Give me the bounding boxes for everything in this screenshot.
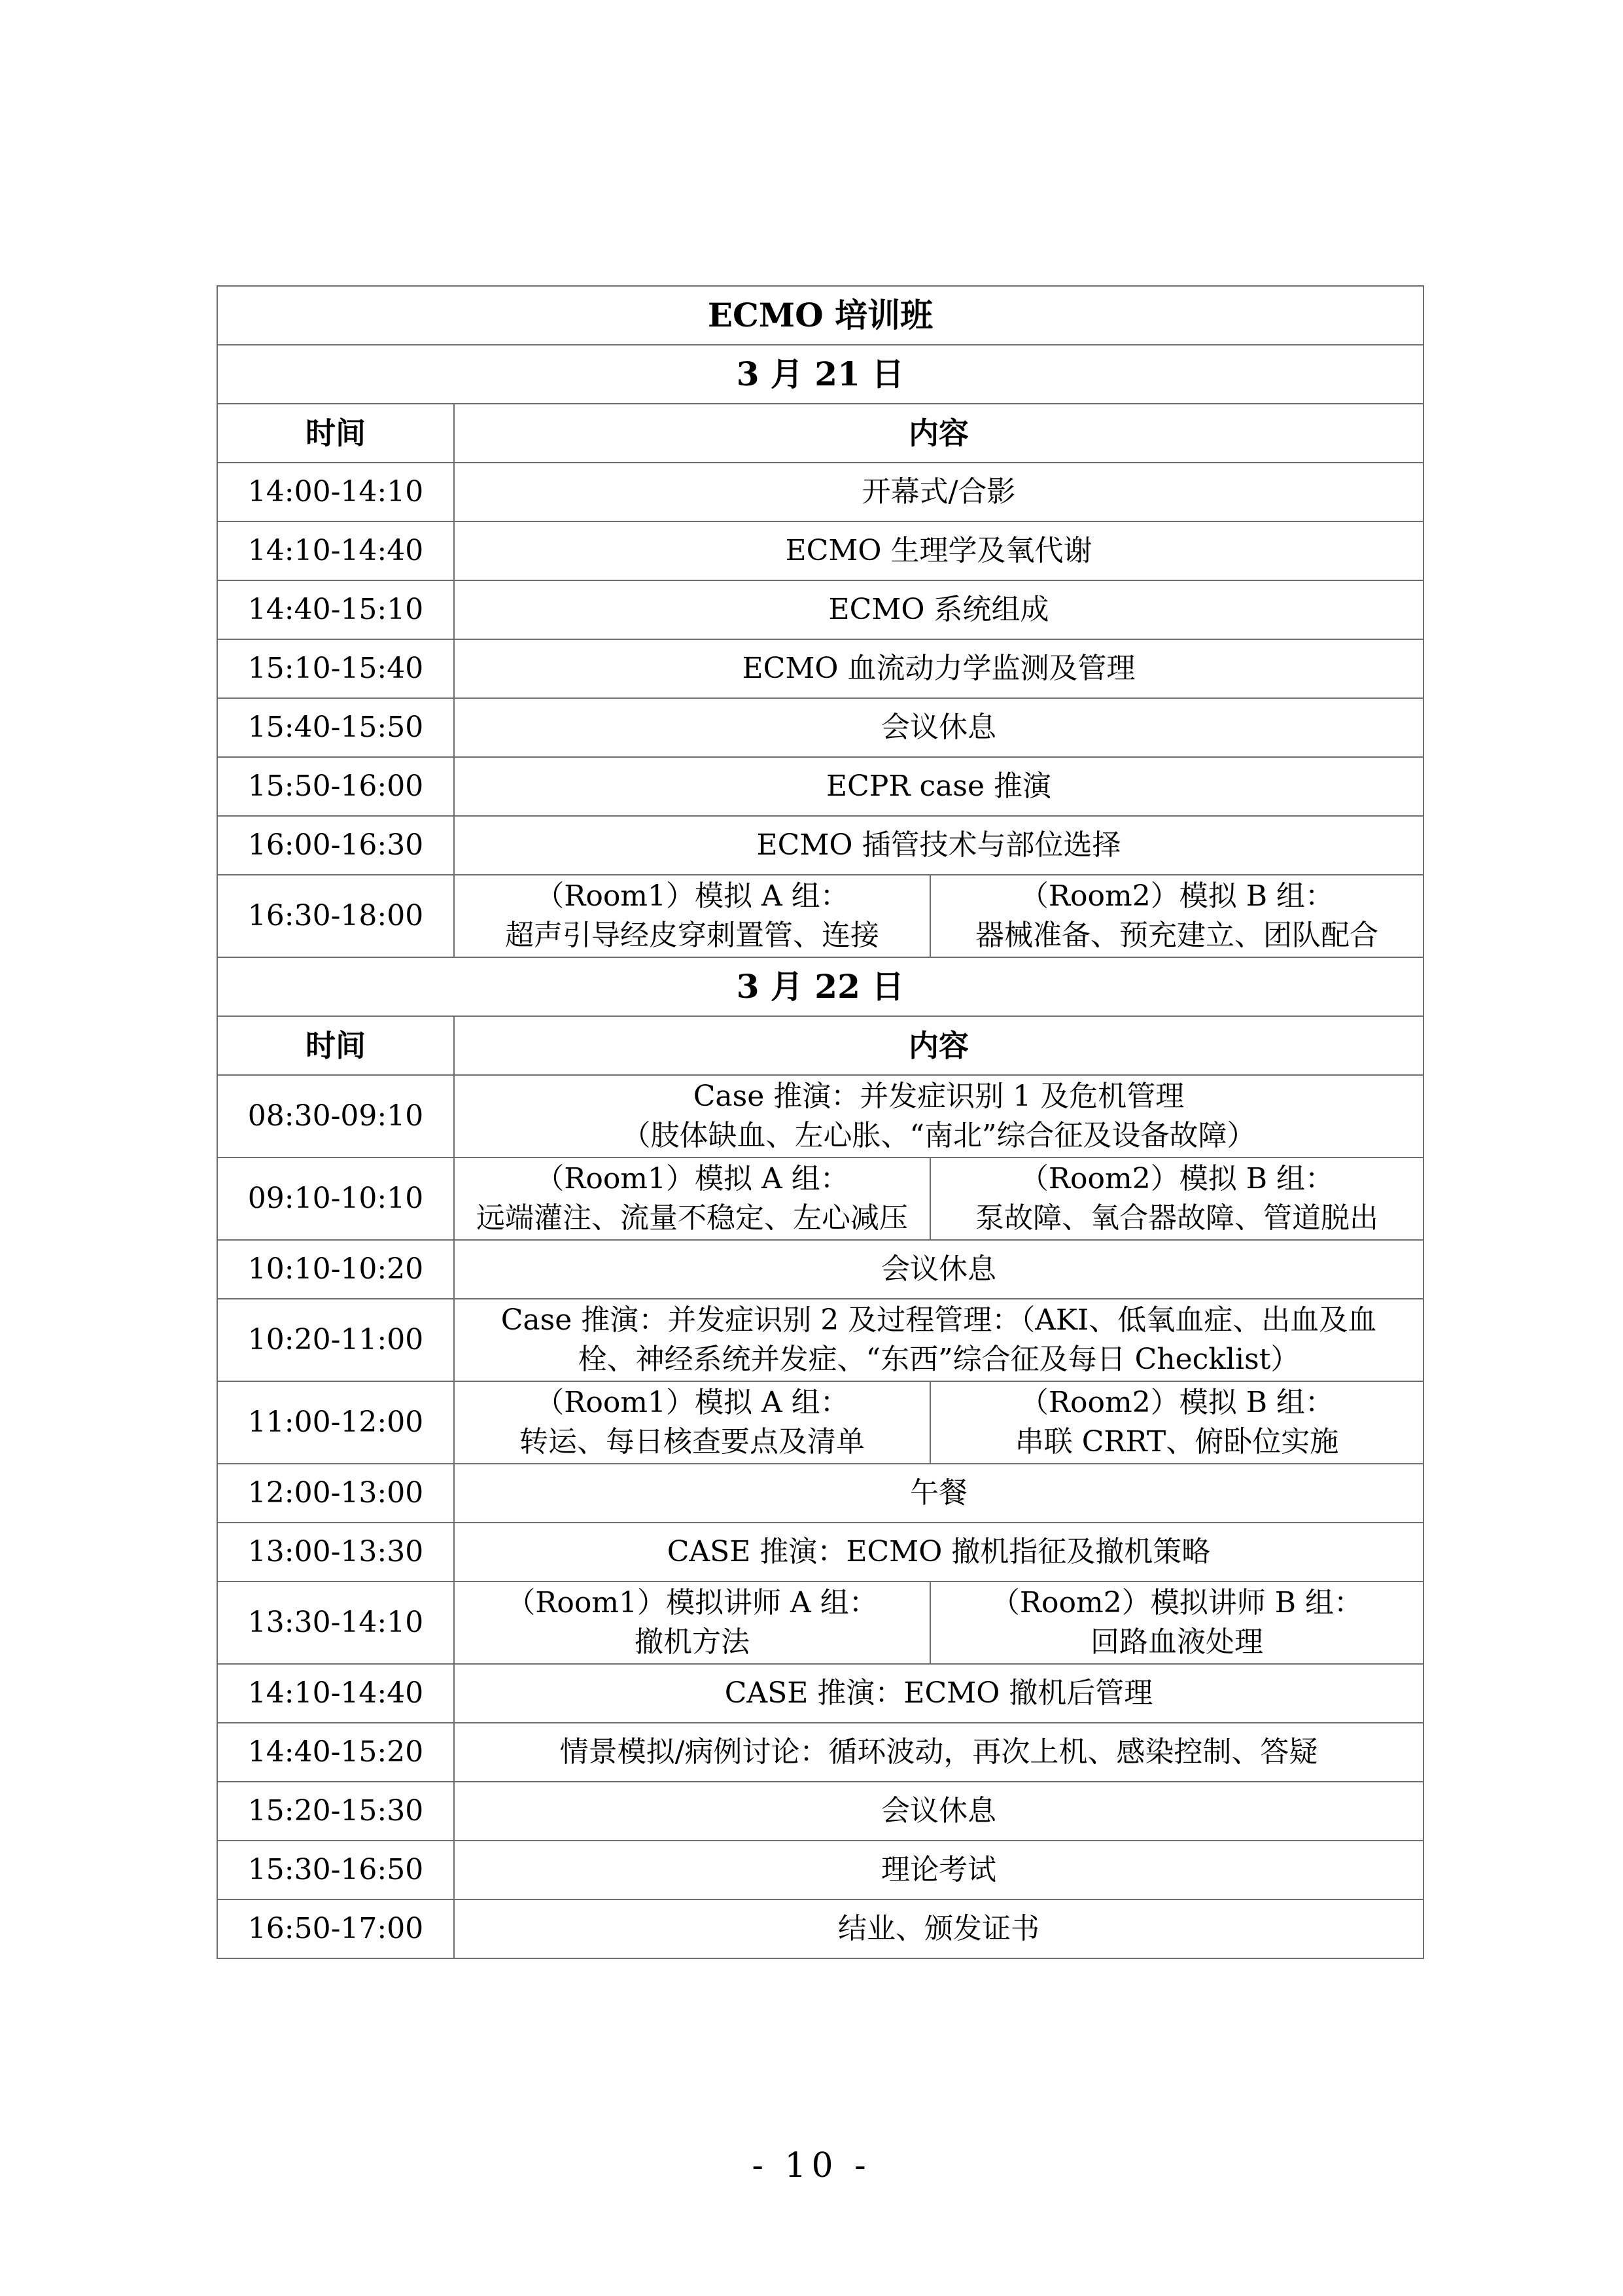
time-cell: 16:00-16:30 bbox=[217, 816, 454, 875]
time-cell: 15:10-15:40 bbox=[217, 639, 454, 698]
date-row bbox=[217, 345, 1423, 404]
content-cell: CASE 推演：ECMO 撤机后管理 bbox=[454, 1664, 1423, 1723]
table-row bbox=[217, 1299, 1423, 1381]
table-row bbox=[217, 580, 1423, 639]
room1-topic: 撤机方法 bbox=[635, 1625, 750, 1659]
time-cell: 13:30-14:10 bbox=[217, 1581, 454, 1664]
content-cell: ECPR case 推演 bbox=[454, 757, 1423, 816]
content-cell: ECMO 系统组成 bbox=[454, 580, 1423, 639]
table-row bbox=[217, 1782, 1423, 1841]
date-row bbox=[217, 957, 1423, 1016]
table-row bbox=[217, 698, 1423, 757]
content-cell bbox=[454, 1299, 1423, 1381]
time-cell: 11:00-12:00 bbox=[217, 1381, 454, 1464]
table-row bbox=[217, 816, 1423, 875]
time-cell: 14:10-14:40 bbox=[217, 521, 454, 580]
room2-group: （Room2）模拟 B 组： bbox=[1019, 879, 1335, 913]
table-row bbox=[217, 1723, 1423, 1782]
table-row bbox=[217, 1841, 1423, 1899]
room1-group: （Room1）模拟 A 组： bbox=[535, 1162, 849, 1195]
content-cell: 会议休息 bbox=[454, 1240, 1423, 1299]
table-row bbox=[217, 1157, 1423, 1240]
date-header: 3 月 22 日 bbox=[217, 957, 1423, 1016]
time-cell: 14:40-15:10 bbox=[217, 580, 454, 639]
table-row bbox=[217, 875, 1423, 957]
content-cell: 理论考试 bbox=[454, 1841, 1423, 1899]
content-cell bbox=[454, 1075, 1423, 1157]
page-number: - 10 - bbox=[752, 2146, 871, 2185]
time-cell: 15:40-15:50 bbox=[217, 698, 454, 757]
room1-cell bbox=[454, 1157, 930, 1240]
time-cell: 14:00-14:10 bbox=[217, 463, 454, 521]
table-row bbox=[217, 463, 1423, 521]
content-cell: CASE 推演：ECMO 撤机指征及撤机策略 bbox=[454, 1523, 1423, 1581]
time-cell: 15:20-15:30 bbox=[217, 1782, 454, 1841]
table-row bbox=[217, 1664, 1423, 1723]
time-cell: 10:20-11:00 bbox=[217, 1299, 454, 1381]
date-header: 3 月 21 日 bbox=[217, 345, 1423, 404]
time-cell: 16:50-17:00 bbox=[217, 1899, 454, 1958]
content-line: Case 推演：并发症识别 1 及危机管理 bbox=[693, 1080, 1185, 1113]
table-row bbox=[217, 1899, 1423, 1958]
table-row bbox=[217, 1381, 1423, 1464]
room2-cell bbox=[930, 875, 1423, 957]
content-cell: 会议休息 bbox=[454, 698, 1423, 757]
time-cell: 15:30-16:50 bbox=[217, 1841, 454, 1899]
table-row bbox=[217, 1581, 1423, 1664]
content-cell: 情景模拟/病例讨论：循环波动，再次上机、感染控制、答疑 bbox=[454, 1723, 1423, 1782]
table-row bbox=[217, 521, 1423, 580]
content-header: 内容 bbox=[454, 1016, 1423, 1075]
table-row bbox=[217, 757, 1423, 816]
table-row bbox=[217, 1240, 1423, 1299]
time-cell: 16:30-18:00 bbox=[217, 875, 454, 957]
content-cell: ECMO 插管技术与部位选择 bbox=[454, 816, 1423, 875]
room1-topic: 转运、每日核查要点及清单 bbox=[519, 1425, 865, 1458]
content-cell: 午餐 bbox=[454, 1464, 1423, 1523]
room2-topic: 器械准备、预充建立、团队配合 bbox=[975, 919, 1378, 952]
room2-cell bbox=[930, 1381, 1423, 1464]
room1-cell bbox=[454, 1381, 930, 1464]
time-cell: 08:30-09:10 bbox=[217, 1075, 454, 1157]
content-cell: 结业、颁发证书 bbox=[454, 1899, 1423, 1958]
room1-group: （Room1）模拟 A 组： bbox=[535, 879, 849, 913]
table-row bbox=[217, 1075, 1423, 1157]
room2-topic: 泵故障、氧合器故障、管道脱出 bbox=[975, 1201, 1378, 1235]
time-header: 时间 bbox=[217, 1016, 454, 1075]
room2-topic: 回路血液处理 bbox=[1091, 1625, 1263, 1659]
time-cell: 13:00-13:30 bbox=[217, 1523, 454, 1581]
room1-topic: 远端灌注、流量不稳定、左心减压 bbox=[476, 1201, 908, 1235]
room2-group: （Room2）模拟 B 组： bbox=[1019, 1162, 1335, 1195]
time-cell: 14:40-15:20 bbox=[217, 1723, 454, 1782]
room1-topic: 超声引导经皮穿刺置管、连接 bbox=[505, 919, 879, 952]
room1-cell bbox=[454, 1581, 930, 1664]
room2-cell bbox=[930, 1157, 1423, 1240]
room2-topic: 串联 CRRT、俯卧位实施 bbox=[1015, 1425, 1339, 1458]
column-header-row bbox=[217, 404, 1423, 463]
content-cell: 会议休息 bbox=[454, 1782, 1423, 1841]
content-cell: 开幕式/合影 bbox=[454, 463, 1423, 521]
room1-cell bbox=[454, 875, 930, 957]
content-line: （肢体缺血、左心胀、“南北”综合征及设备故障） bbox=[621, 1119, 1256, 1152]
column-header-row bbox=[217, 1016, 1423, 1075]
time-cell: 15:50-16:00 bbox=[217, 757, 454, 816]
table-row bbox=[217, 639, 1423, 698]
time-cell: 14:10-14:40 bbox=[217, 1664, 454, 1723]
room1-group: （Room1）模拟讲师 A 组： bbox=[506, 1586, 878, 1619]
table-row bbox=[217, 1523, 1423, 1581]
table-title: ECMO 培训班 bbox=[217, 286, 1423, 345]
content-line: 栓、神经系统并发症、“东西”综合征及每日 Checklist） bbox=[578, 1343, 1300, 1376]
content-cell: ECMO 血流动力学监测及管理 bbox=[454, 639, 1423, 698]
schedule-table bbox=[217, 285, 1424, 1959]
room2-group: （Room2）模拟 B 组： bbox=[1019, 1386, 1335, 1419]
room1-group: （Room1）模拟 A 组： bbox=[535, 1386, 849, 1419]
room2-cell bbox=[930, 1581, 1423, 1664]
time-cell: 09:10-10:10 bbox=[217, 1157, 454, 1240]
time-header: 时间 bbox=[217, 404, 454, 463]
time-cell: 12:00-13:00 bbox=[217, 1464, 454, 1523]
room2-group: （Room2）模拟讲师 B 组： bbox=[990, 1586, 1363, 1619]
content-cell: ECMO 生理学及氧代谢 bbox=[454, 521, 1423, 580]
table-title-row bbox=[217, 286, 1423, 345]
time-cell: 10:10-10:20 bbox=[217, 1240, 454, 1299]
content-line: Case 推演：并发症识别 2 及过程管理：（AKI、低氧血症、出血及血 bbox=[500, 1303, 1377, 1337]
content-header: 内容 bbox=[454, 404, 1423, 463]
table-row bbox=[217, 1464, 1423, 1523]
